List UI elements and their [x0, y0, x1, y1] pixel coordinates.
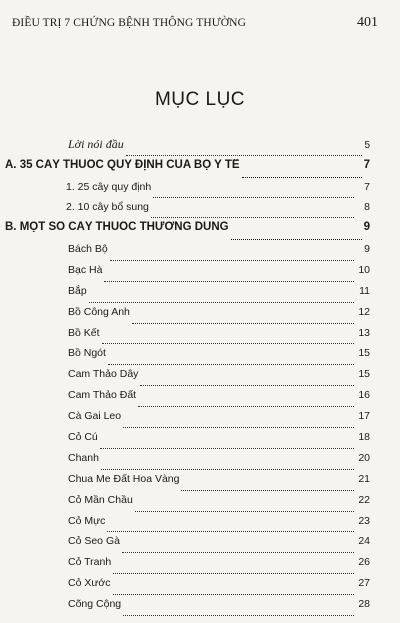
toc-entry-label: Bạc Hà: [68, 263, 103, 276]
toc-entry-page: 17: [358, 410, 370, 423]
dot-leader: [140, 384, 354, 386]
toc-entry[interactable]: [38, 431, 370, 452]
toc-entry-label: Bắp: [68, 284, 87, 297]
toc-entry-page: 13: [358, 326, 370, 339]
dot-leader: [107, 530, 354, 532]
toc-entry-intro[interactable]: [38, 137, 370, 159]
toc-entry-label: Cỏ Xước: [68, 577, 111, 590]
toc-entry-page: 20: [358, 451, 370, 464]
toc-entry-page: 8: [364, 201, 370, 213]
toc-section-label: A. 35 CÂY THUỐC QUY ĐỊNH CỦA BỘ Y TẾ: [5, 159, 240, 171]
toc-section-label: B. MỘT SỐ CÂY THUỐC THƯỜNG DÙNG: [5, 221, 229, 233]
toc-entry-label: Cỏ Mực: [68, 514, 106, 527]
toc-entry-page: 26: [358, 556, 370, 569]
toc-entry-label: Cõng Cộng: [68, 598, 122, 611]
running-title: ĐIỀU TRỊ 7 CHỨNG BỆNH THÔNG THƯỜNG: [12, 17, 246, 29]
toc-entry[interactable]: [38, 181, 370, 201]
table-of-contents: [5, 137, 370, 619]
toc-entry-label: Cỏ Cú: [68, 431, 98, 444]
toc-entry-page: 21: [358, 472, 370, 485]
toc-entry[interactable]: [38, 473, 370, 494]
dot-leader: [104, 280, 354, 282]
toc-title: MỤC LỤC: [154, 89, 246, 110]
toc-entry-label: Cam Thảo Dây: [68, 368, 139, 381]
toc-entry-page: 15: [358, 368, 370, 381]
toc-entry[interactable]: [38, 556, 370, 577]
toc-entry-label: Bồ Công Anh: [68, 305, 130, 318]
toc-entry-page: 18: [358, 431, 370, 444]
toc-entry-page: 12: [358, 305, 370, 318]
dot-leader: [231, 238, 362, 240]
toc-entry-page: 27: [358, 577, 370, 590]
toc-entry[interactable]: [38, 452, 370, 473]
dot-leader: [113, 593, 354, 595]
toc-entry-label: Bồ Kết: [68, 326, 100, 339]
dot-leader: [108, 363, 354, 365]
toc-section-a[interactable]: [5, 159, 370, 181]
toc-entry[interactable]: [38, 389, 370, 410]
dot-leader: [122, 551, 354, 553]
toc-entry[interactable]: [38, 598, 370, 619]
toc-entry-label: Lời nói đầu: [68, 137, 124, 151]
toc-entry-label: 1. 25 cây quy định: [66, 181, 152, 193]
toc-entry-page: 9: [364, 243, 370, 255]
toc-entry[interactable]: [38, 264, 370, 285]
toc-entry-page: 24: [358, 535, 370, 548]
toc-entry[interactable]: [38, 494, 370, 515]
toc-entry-label: Cỏ Tranh: [68, 556, 112, 569]
toc-entry-page: 10: [358, 263, 370, 276]
dot-leader: [110, 259, 354, 261]
toc-entry[interactable]: [38, 327, 370, 348]
toc-entry-page: 16: [358, 389, 370, 402]
dot-leader: [151, 216, 354, 218]
toc-entry-page: 22: [358, 493, 370, 506]
dot-leader: [135, 510, 354, 512]
toc-entry-label: Cỏ Seo Gà: [68, 535, 120, 548]
toc-entry-label: Cam Thảo Đất: [68, 389, 137, 402]
toc-entry[interactable]: [38, 410, 370, 431]
toc-entry-label: Chanh: [68, 451, 99, 464]
toc-entry-page: 11: [359, 284, 370, 297]
dot-leader: [138, 405, 354, 407]
toc-entry[interactable]: [38, 368, 370, 389]
toc-entry[interactable]: [38, 535, 370, 556]
toc-entry-page: 28: [358, 598, 370, 611]
toc-entry[interactable]: [38, 347, 370, 368]
toc-entry[interactable]: [38, 285, 370, 306]
dot-leader: [123, 614, 354, 616]
toc-entry-page: 15: [358, 347, 370, 360]
toc-entry-label: 2. 10 cây bổ sung: [66, 201, 149, 213]
dot-leader: [153, 196, 354, 198]
running-header: [12, 15, 378, 31]
toc-section-page: 7: [363, 159, 370, 171]
dot-leader: [242, 176, 362, 178]
toc-entry-page: 5: [364, 140, 370, 151]
toc-entry-page: 7: [364, 181, 370, 193]
toc-entry-page: 23: [358, 514, 370, 527]
toc-entry[interactable]: [38, 201, 370, 221]
toc-entry-label: Cà Gai Leo: [68, 410, 122, 423]
toc-entry[interactable]: [38, 306, 370, 327]
dot-leader: [181, 489, 354, 491]
toc-entry-label: Chua Me Đất Hoa Vàng: [68, 472, 180, 485]
toc-entry[interactable]: [38, 515, 370, 536]
dot-leader: [102, 342, 354, 344]
dot-leader: [113, 572, 354, 574]
dot-leader: [89, 301, 354, 303]
toc-section-page: 9: [363, 221, 370, 233]
dot-leader: [123, 426, 354, 428]
dot-leader: [101, 468, 354, 470]
toc-entry-label: Bồ Ngót: [68, 347, 106, 360]
dot-leader: [132, 322, 354, 324]
toc-section-b[interactable]: [5, 221, 370, 243]
toc-entry-label: Cỏ Mần Chầu: [68, 493, 133, 506]
toc-entry-label: Bách Bộ: [68, 243, 108, 255]
dot-leader: [126, 154, 363, 156]
page-number: 401: [357, 15, 378, 30]
toc-entry[interactable]: [38, 577, 370, 598]
toc-entry[interactable]: [38, 243, 370, 264]
dot-leader: [100, 447, 354, 449]
